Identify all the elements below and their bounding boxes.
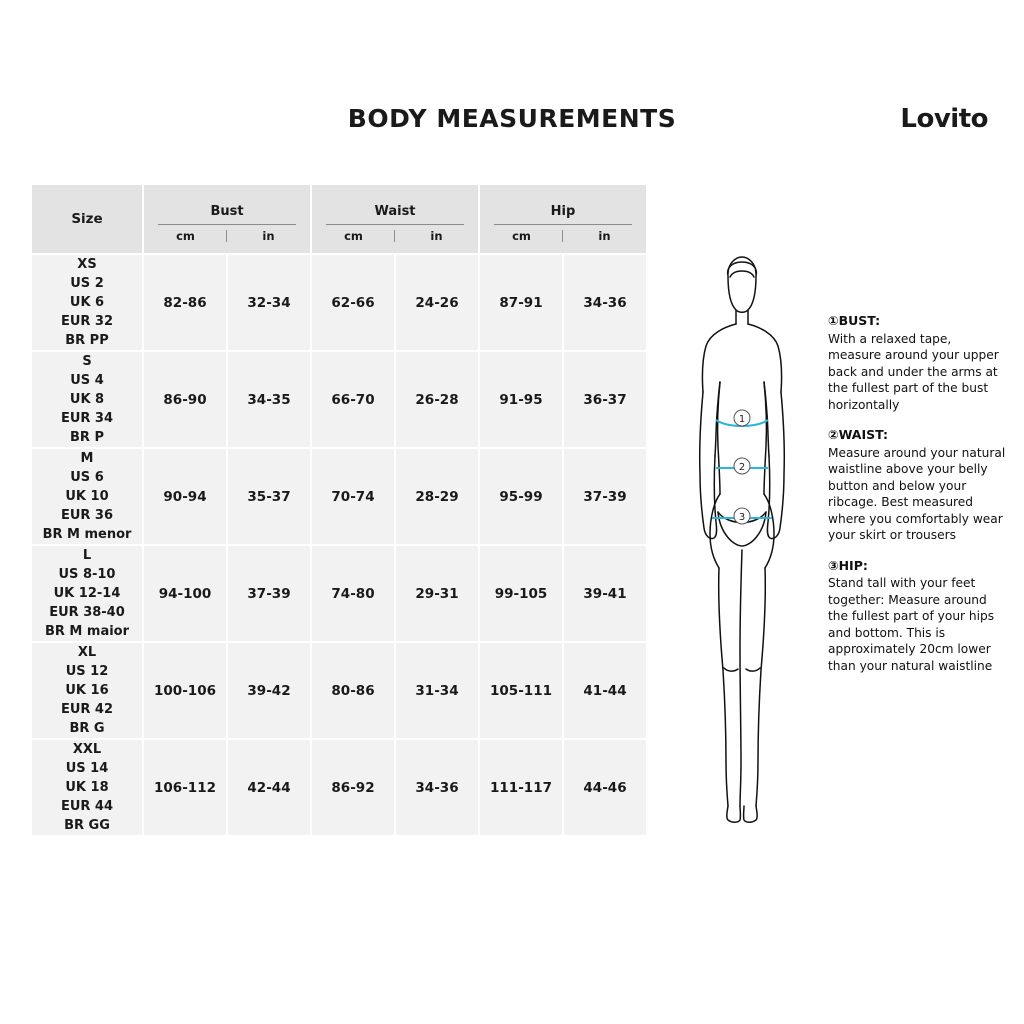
instruction-body: Stand tall with your feet together: Measure around the fullest part of your hips and bottom. This is approximately 20cm lower than your natural waistline bbox=[828, 576, 995, 673]
size-line: US 8-10 bbox=[58, 567, 116, 582]
table-row bbox=[32, 255, 646, 350]
measurement-cell: 26-28 bbox=[396, 352, 478, 447]
table-body bbox=[32, 255, 646, 835]
measurement-cell: 32-34 bbox=[228, 255, 310, 350]
measurement-cell: 111-117 bbox=[480, 740, 562, 835]
size-line: EUR 36 bbox=[60, 508, 114, 523]
group-label-bust: Bust bbox=[210, 203, 244, 219]
marker-label-2: 2 bbox=[738, 462, 746, 473]
measurement-cell: 62-66 bbox=[312, 255, 394, 350]
size-cell bbox=[32, 352, 142, 447]
size-line: UK 16 bbox=[65, 683, 109, 698]
group-rule bbox=[494, 224, 632, 225]
table-header-row bbox=[32, 185, 646, 253]
measurement-instructions bbox=[828, 313, 1008, 688]
size-line: UK 18 bbox=[65, 780, 109, 795]
size-line: S bbox=[82, 354, 92, 369]
instruction-block bbox=[828, 427, 1008, 544]
measurement-cell: 29-31 bbox=[396, 546, 478, 641]
size-chart-table bbox=[30, 183, 648, 837]
female-body-illustration bbox=[662, 250, 822, 830]
instruction-body: With a relaxed tape, measure around your upper back and under the arms at the fullest part of the bust horizontally bbox=[828, 331, 999, 412]
measurement-cell: 100-106 bbox=[144, 643, 226, 738]
size-cell bbox=[32, 643, 142, 738]
unit-label-waist-in: in bbox=[430, 228, 443, 243]
size-line: BR P bbox=[70, 430, 104, 445]
measurement-cell: 74-80 bbox=[312, 546, 394, 641]
size-line: EUR 32 bbox=[60, 314, 114, 329]
measurement-cell: 87-91 bbox=[480, 255, 562, 350]
page-title: BODY MEASUREMENTS bbox=[347, 104, 677, 133]
size-line: EUR 44 bbox=[60, 799, 114, 814]
measurement-cell: 86-90 bbox=[144, 352, 226, 447]
measurement-cell: 99-105 bbox=[480, 546, 562, 641]
measurement-cell: 34-36 bbox=[564, 255, 646, 350]
measurement-cell: 105-111 bbox=[480, 643, 562, 738]
measurement-cell: 70-74 bbox=[312, 449, 394, 544]
unit-label-bust-cm: cm bbox=[144, 229, 227, 243]
column-header-size: Size bbox=[32, 185, 142, 253]
column-group-bust bbox=[144, 185, 310, 253]
brand-logo: Lovito bbox=[900, 104, 988, 134]
measurement-cell: 91-95 bbox=[480, 352, 562, 447]
size-line: BR G bbox=[69, 721, 105, 736]
instruction-title: ②WAIST: bbox=[828, 427, 888, 442]
size-line: XL bbox=[77, 645, 97, 660]
table-row bbox=[32, 546, 646, 641]
size-cell bbox=[32, 740, 142, 835]
measurement-cell: 86-92 bbox=[312, 740, 394, 835]
measurement-cell: 39-41 bbox=[564, 546, 646, 641]
measurement-cell: 95-99 bbox=[480, 449, 562, 544]
measurement-cell: 34-35 bbox=[228, 352, 310, 447]
marker-hip bbox=[734, 508, 750, 524]
size-line: US 12 bbox=[65, 664, 109, 679]
measurement-cell: 41-44 bbox=[564, 643, 646, 738]
measurement-cell: 106-112 bbox=[144, 740, 226, 835]
size-line: UK 10 bbox=[65, 489, 109, 504]
size-line: US 4 bbox=[70, 373, 104, 388]
marker-waist bbox=[734, 458, 750, 474]
group-label-hip: Hip bbox=[550, 203, 576, 219]
size-line: EUR 42 bbox=[60, 702, 114, 717]
instruction-block bbox=[828, 313, 1008, 413]
measurement-cell: 28-29 bbox=[396, 449, 478, 544]
table-row bbox=[32, 352, 646, 447]
measurement-cell: 90-94 bbox=[144, 449, 226, 544]
measurement-cell: 37-39 bbox=[228, 546, 310, 641]
group-rule bbox=[158, 224, 296, 225]
measurement-cell: 34-36 bbox=[396, 740, 478, 835]
marker-label-1: 1 bbox=[738, 414, 746, 425]
measurement-cell: 80-86 bbox=[312, 643, 394, 738]
measurement-cell: 44-46 bbox=[564, 740, 646, 835]
size-line: XXL bbox=[72, 742, 102, 757]
measurement-cell: 66-70 bbox=[312, 352, 394, 447]
unit-label-bust-in: in bbox=[262, 228, 275, 243]
measurement-cell: 35-37 bbox=[228, 449, 310, 544]
group-label-waist: Waist bbox=[374, 203, 416, 219]
size-line: US 2 bbox=[70, 276, 104, 291]
size-line: BR M menor bbox=[42, 527, 132, 542]
size-cell bbox=[32, 449, 142, 544]
measurement-cell: 37-39 bbox=[564, 449, 646, 544]
size-line: US 6 bbox=[70, 470, 104, 485]
size-line: UK 8 bbox=[69, 392, 105, 407]
instruction-body: Measure around your natural waistline above your belly button and below your ribcage. Best measured where you comfortably wear your skirt or trousers bbox=[828, 445, 1006, 542]
table-row bbox=[32, 449, 646, 544]
size-line: UK 6 bbox=[69, 295, 105, 310]
size-line: BR PP bbox=[65, 333, 109, 348]
size-line: UK 12-14 bbox=[53, 586, 121, 601]
size-line: L bbox=[82, 548, 92, 563]
unit-label-hip-cm: cm bbox=[480, 229, 563, 243]
size-line: M bbox=[80, 451, 94, 466]
measurement-cell: 39-42 bbox=[228, 643, 310, 738]
measurement-cell: 24-26 bbox=[396, 255, 478, 350]
column-group-waist bbox=[312, 185, 478, 253]
table-row bbox=[32, 643, 646, 738]
size-line: XS bbox=[77, 257, 97, 272]
instruction-title: ①BUST: bbox=[828, 313, 881, 328]
unit-label-waist-cm: cm bbox=[312, 229, 395, 243]
measurement-cell: 36-37 bbox=[564, 352, 646, 447]
size-line: EUR 34 bbox=[60, 411, 114, 426]
size-line: BR M maior bbox=[44, 624, 130, 639]
column-group-hip bbox=[480, 185, 646, 253]
size-line: BR GG bbox=[64, 818, 110, 833]
size-line: US 14 bbox=[65, 761, 109, 776]
instruction-block bbox=[828, 558, 1008, 675]
measurement-cell: 94-100 bbox=[144, 546, 226, 641]
instruction-title: ③HIP: bbox=[828, 557, 868, 573]
size-cell bbox=[32, 255, 142, 350]
table-row bbox=[32, 740, 646, 835]
size-line: EUR 38-40 bbox=[49, 605, 125, 620]
marker-bust bbox=[734, 410, 750, 426]
measurement-cell: 82-86 bbox=[144, 255, 226, 350]
measurement-cell: 31-34 bbox=[396, 643, 478, 738]
marker-label-3: 3 bbox=[738, 512, 746, 523]
size-cell bbox=[32, 546, 142, 641]
group-rule bbox=[326, 224, 464, 225]
measurement-cell: 42-44 bbox=[228, 740, 310, 835]
body-figure bbox=[662, 250, 822, 830]
unit-label-hip-in: in bbox=[598, 228, 611, 243]
